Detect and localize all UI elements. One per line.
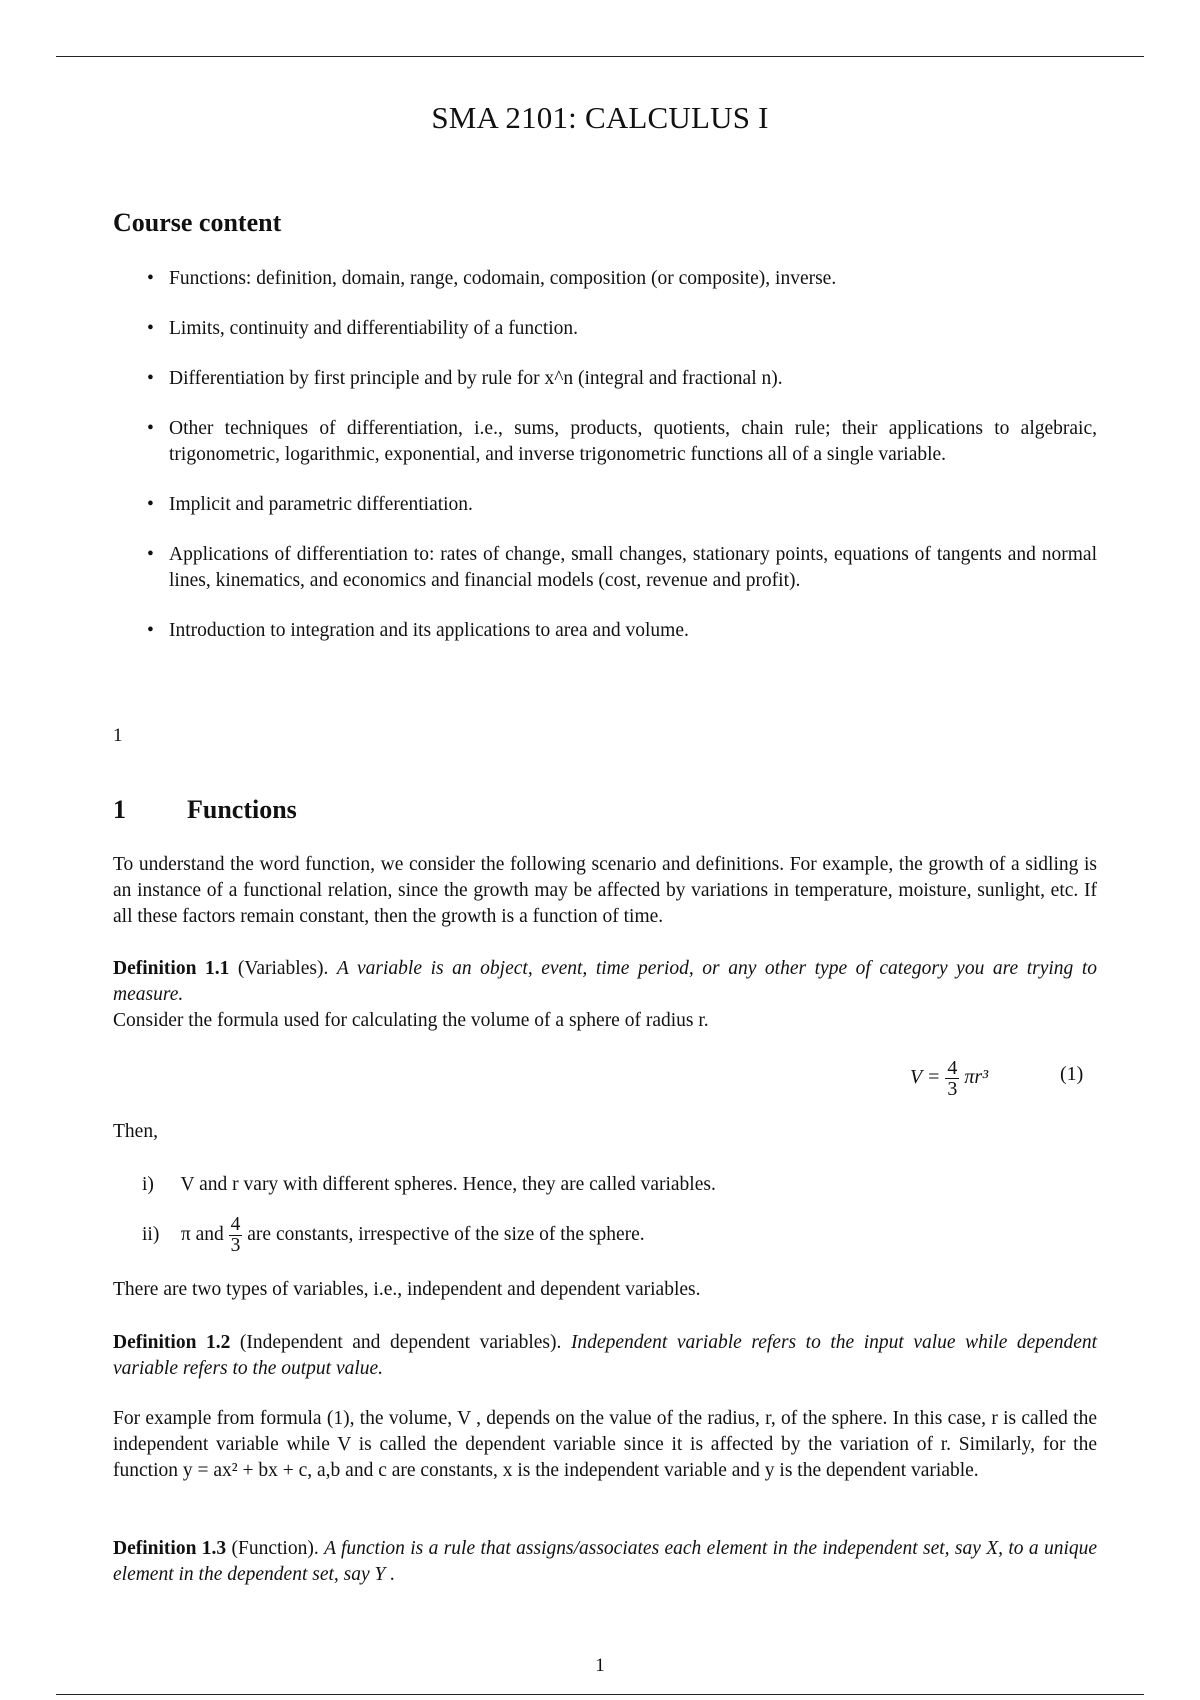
definition-1-1 xyxy=(113,956,1097,1008)
list-item xyxy=(142,1172,716,1198)
equation-fraction xyxy=(945,1058,959,1099)
item-post: are constants, irrespective of the size of the sphere. xyxy=(247,1223,645,1245)
equation-numerator: 4 xyxy=(947,1057,958,1079)
course-topics-list xyxy=(113,266,1097,668)
sphere-sentence: Consider the formula used for calculating the volume of a sphere of radius r. xyxy=(113,1010,709,1031)
list-item: • Introduction to integration and its applications to area and volume. xyxy=(113,618,1097,644)
bottom-rule xyxy=(56,1694,1144,1695)
definition-1-3 xyxy=(113,1536,1097,1588)
equation-rhs: πr³ xyxy=(964,1066,989,1089)
section-number: 1 xyxy=(113,795,126,824)
page-number: 1 xyxy=(595,1655,605,1676)
item-fraction-denominator: 3 xyxy=(230,1235,241,1256)
footnote-number: 1 xyxy=(113,725,123,746)
volume-equation xyxy=(910,1058,988,1099)
definition-text: A variable is an object, event, time period, or any other type of category you are trying to measure. xyxy=(113,958,1098,1005)
list-item: • Functions: definition, domain, range, codomain, composition (or composite), inverse. xyxy=(113,266,1097,292)
list-item: • Limits, continuity and differentiability of a function. xyxy=(113,316,1097,342)
item-label: i) xyxy=(142,1174,154,1195)
definition-text: A function is a rule that assigns/associates each element in the independent set, say X, to a unique element in the dependent set, say Y . xyxy=(113,1538,1098,1585)
definition-name: (Function). xyxy=(231,1538,319,1559)
section-title: Functions xyxy=(187,795,297,824)
item-pre: π and xyxy=(180,1223,224,1245)
definition-name: (Variables). xyxy=(237,958,329,979)
definition-label: Definition 1.1 xyxy=(113,958,230,979)
definition-text: Independent variable refers to the input value while dependent variable refers to the output value. xyxy=(113,1332,1098,1379)
list-item: • Implicit and parametric differentiation. xyxy=(113,492,1097,518)
top-rule xyxy=(56,56,1144,57)
types-sentence: There are two types of variables, i.e., independent and dependent variables. xyxy=(113,1279,701,1300)
course-content-heading: Course content xyxy=(113,208,282,237)
item-fraction xyxy=(229,1215,243,1256)
item-text: V and r vary with different spheres. Hence, they are called variables. xyxy=(180,1174,716,1195)
list-item: • Differentiation by first principle and by rule for x^n (integral and fractional n). xyxy=(113,366,1097,392)
definition-label: Definition 1.3 xyxy=(113,1538,227,1559)
intro-paragraph: To understand the word function, we consider the following scenario and definitions. For example, the growth of a sidling is an instance of a functional relation, since the growth may be affected by variations in temperature, moisture, sunlight, etc. If all these factors remain constant, then the growth is a function of time. xyxy=(113,854,1097,927)
then-label: Then, xyxy=(113,1121,158,1142)
list-item: • Other techniques of differentiation, i.e., sums, products, quotients, chain rule; their applications to algebraic, trigonometric, logarithmic, exponential, and inverse trigonometric functions all of a single variable. xyxy=(113,416,1097,468)
example-paragraph: For example from formula (1), the volume, V , depends on the value of the radius, r, of the sphere. In this case, r is called the independent variable while V is called the dependent variable since it is affected by the variation of r. Similarly, for the function y = ax² + bx + c, a,b and c are constants, x is the independent variable and y is the dependent variable. xyxy=(113,1408,1097,1481)
list-item: • Applications of differentiation to: rates of change, small changes, stationary points, equations of tangents and normal lines, kinematics, and economics and financial models (cost, revenue and profit). xyxy=(113,542,1097,594)
definition-name: (Independent and dependent variables). xyxy=(239,1332,562,1353)
definition-1-2 xyxy=(113,1330,1097,1382)
item-fraction-numerator: 4 xyxy=(230,1214,241,1235)
equation-lhs: V = xyxy=(910,1066,941,1089)
list-item xyxy=(142,1215,645,1256)
equation-number: (1) xyxy=(1060,1063,1084,1085)
equation-denominator: 3 xyxy=(947,1078,958,1100)
item-label: ii) xyxy=(142,1223,160,1245)
definition-label: Definition 1.2 xyxy=(113,1332,231,1353)
page-title: SMA 2101: CALCULUS I xyxy=(431,100,769,135)
